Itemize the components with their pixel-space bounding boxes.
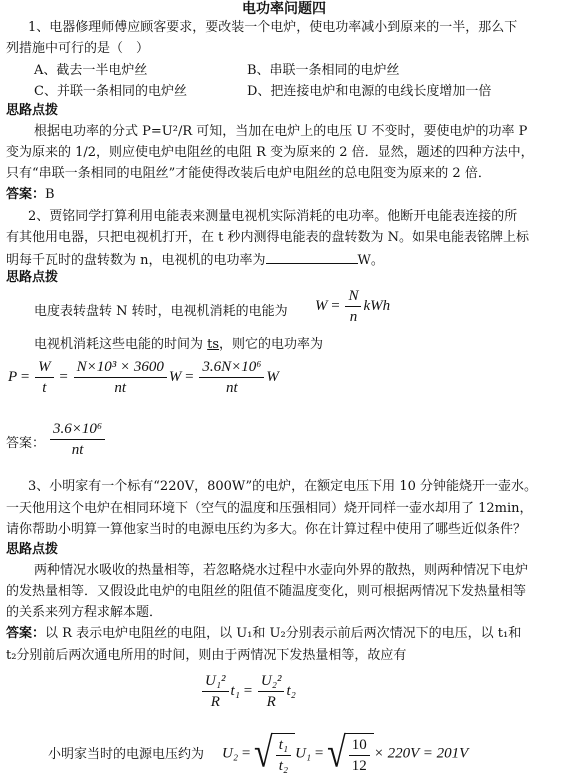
- q3-answer-line2: t₂分别前后两次通电所用的时间，则由于两情况下发热量相等，故应有: [6, 648, 407, 663]
- q1-hint-line2: 变为原来的 1/2，则应使电炉电阻丝的电阻 R 变为原来的 2 倍．显然，题述的四种方法中，: [6, 145, 534, 160]
- page-title: 电功率问题四: [242, 1, 326, 17]
- numerator: U₂²: [258, 672, 285, 692]
- equals-sign: =: [20, 368, 30, 385]
- q3-stem-line1: 3、小明家有一个标有“220V，800W”的电炉，在额定电压下用 10 分钟能烧开一壶水。: [28, 479, 537, 494]
- equals-sign: =: [243, 682, 253, 699]
- q3-hint-line1: 两种情况水吸收的热量相等，若忽略烧水过程中水壶向外界的散热，则两种情况下电炉: [34, 563, 529, 578]
- q1-option-a: A、截去一半电炉丝: [34, 63, 148, 78]
- final-result: × 220V = 201V: [373, 745, 469, 762]
- q2-step2-text-a: 电视机消耗这些电能的时间为: [34, 337, 208, 352]
- q2-step2-text-b: ，则它的电功率为: [219, 337, 324, 352]
- sqrt-10-over-12: [327, 730, 374, 777]
- q1-answer-value: B: [45, 187, 55, 202]
- numerator: 3.6N×10⁶: [199, 358, 264, 378]
- symbol-t2: t₂: [286, 682, 296, 699]
- unit-W: W: [168, 368, 182, 385]
- q3-final-formula: [222, 730, 469, 777]
- numerator: 10: [349, 736, 370, 756]
- q2-step2: [34, 337, 323, 353]
- q1-answer: [6, 187, 55, 203]
- equals-sign: =: [59, 368, 68, 385]
- q2-answer-blank: [266, 251, 358, 264]
- q2-step2-ts: ts: [207, 337, 220, 352]
- q3-stem-line3: 请你帮助小明算一算他家当时的电源电压约为多大。你在计算过程中使用了哪些近似条件？: [6, 522, 527, 537]
- symbol-t1: t₁: [230, 682, 240, 699]
- q3-hint-heading: 思路点拨: [6, 542, 59, 557]
- q2-stem-line3: [6, 251, 384, 269]
- denominator: t₂: [278, 758, 289, 774]
- numerator: W: [35, 358, 54, 378]
- q3-hint-line3: 的关系来列方程求解本题．: [6, 605, 163, 620]
- fraction-N-over-n: [345, 287, 361, 326]
- unit-W: W: [266, 368, 279, 385]
- fraction-U2sq-over-R: [258, 672, 285, 711]
- q2-energy-formula: [315, 287, 390, 326]
- q3-hint-line2: 的发热量相等．又假设此电炉的电阻丝的阻值不随温度变化，则可根据两情况下发热量相等: [6, 584, 527, 599]
- symbol-U1: U₁: [295, 745, 312, 762]
- numerator: t₁: [276, 736, 291, 756]
- q1-stem-line2: 列措施中可行的是（ ）: [6, 41, 150, 56]
- fraction-result: [199, 358, 264, 397]
- denominator: R: [210, 694, 220, 710]
- q1-stem-line1: 1、电器修理师傅应顾客要求，要改装一个电炉，使电功率减小到原来的一半，那么下: [28, 20, 518, 35]
- q3-final-text: 小明家当时的电源电压约为: [48, 747, 205, 762]
- denominator: t: [42, 380, 47, 396]
- fraction-answer: [50, 420, 105, 459]
- q1-hint-line3: 只有“串联一条相同的电阻丝”才能使得改装后电炉电阻丝的总电阻变为原来的 2 倍．: [6, 166, 491, 181]
- q2-stem-line3-text: 明每千瓦时的盘转数为 n，电视机的电功率为: [6, 253, 266, 268]
- numerator: U₁²: [202, 672, 229, 692]
- denominator: R: [266, 694, 276, 710]
- numerator: 3.6×10⁶: [50, 420, 105, 440]
- equals-sign: =: [185, 368, 194, 385]
- q2-stem-line2: 有其他用电器，只把电视机打开，在 t 秒内测得电能表的盘转数为 N。如果电能表铭牌上标: [6, 230, 529, 245]
- q3-stem-line2: 一天他用这个电炉在相同环境下（空气的温度和压强相同）烧开同样一壶水却用了 12min，: [6, 501, 533, 516]
- q2-power-formula: [8, 358, 279, 397]
- numerator: N×10³ × 3600: [74, 358, 167, 378]
- q2-stem-line3-unit: W。: [357, 253, 384, 268]
- denominator: nt: [71, 442, 84, 458]
- radical-sign: √: [327, 730, 346, 777]
- numerator: N: [345, 287, 361, 307]
- fraction-W-over-t: [35, 358, 54, 397]
- equals-sign: =: [331, 297, 340, 314]
- equals-sign: =: [241, 745, 251, 762]
- unit-kwh: kWh: [363, 297, 391, 314]
- symbol-W: W: [315, 297, 328, 314]
- equals-sign: =: [314, 745, 324, 762]
- q3-answer-text1: 以 R 表示电炉电阻丝的电阻，以 U₁和 U₂分别表示前后两次情况下的电压，以 t₁和: [45, 626, 522, 641]
- q2-answer-label: 答案：: [6, 436, 46, 451]
- denominator: 12: [351, 758, 367, 774]
- q2-step1-text: 电度表转盘转 N 转时，电视机消耗的电能为: [34, 304, 288, 319]
- symbol-P: P: [8, 368, 18, 385]
- q3-heat-equation: [200, 672, 296, 711]
- q2-hint-heading: 思路点拨: [6, 270, 59, 285]
- symbol-U2: U₂: [222, 745, 239, 762]
- q3-answer-label: 答案：: [6, 626, 46, 641]
- denominator: nt: [114, 380, 127, 396]
- denominator: nt: [226, 380, 238, 396]
- q1-hint-heading: 思路点拨: [6, 103, 59, 118]
- fraction-U1sq-over-R: [202, 672, 229, 711]
- q1-option-c: C、并联一条相同的电炉丝: [34, 84, 187, 99]
- denominator: n: [349, 309, 358, 325]
- q1-answer-label: 答案：: [6, 187, 46, 202]
- sqrt-t1-over-t2: [254, 730, 295, 777]
- q2-answer-formula: [48, 420, 107, 459]
- radical-sign: √: [254, 730, 273, 777]
- fraction-energy-over-nt: [74, 358, 167, 397]
- q1-option-b: B、串联一条相同的电炉丝: [247, 63, 400, 78]
- q1-option-d: D、把连接电炉和电源的电线长度增加一倍: [247, 84, 492, 99]
- q2-stem-line1: 2、贾铭同学打算利用电能表来测量电视机实际消耗的电功率。他断开电能表连接的所: [28, 209, 518, 224]
- q1-hint-line1: 根据电功率的分式 P=U²/R 可知，当加在电炉上的电压 U 不变时，要使电炉的功率 P: [34, 124, 528, 139]
- q3-answer-line1: [6, 626, 521, 642]
